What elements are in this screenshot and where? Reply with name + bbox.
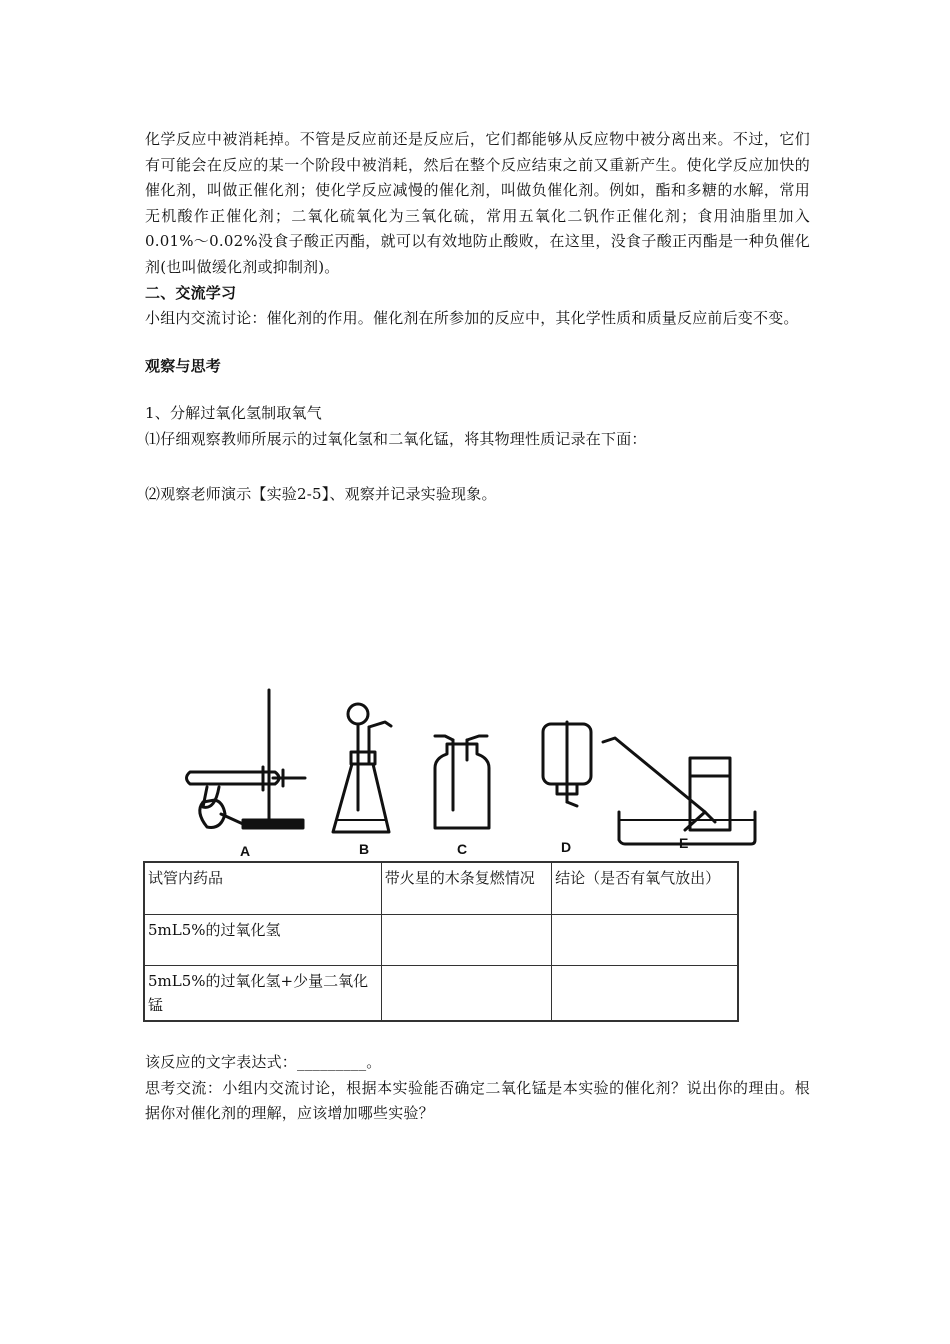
discussion-text: 思考交流：小组内交流讨论，根据本实验能否确定二氧化锰是本实验的催化剂？说出你的理由。根据你对催化剂的理解，应该增加哪些实验？ — [145, 1078, 810, 1123]
table-cell-empty[interactable] — [381, 915, 551, 966]
table-cell: 5mL5%的过氧化氢+少量二氧化锰 — [144, 966, 381, 1022]
after-table-section — [145, 1050, 810, 1127]
section-heading-exchange: 二、交流学习 — [145, 283, 237, 302]
figure-label-d: D — [561, 839, 572, 855]
experiment-table — [143, 861, 739, 1022]
table-cell: 5mL5%的过氧化氢 — [144, 915, 381, 966]
catalyst-paragraph: 化学反应中被消耗掉。不管是反应前还是反应后，它们都能够从反应物中被分离出来。不过，它们有可能会在反应的某一个阶段中被消耗，然后在整个反应结束之前又重新产生。使化学反应加快的催化剂，叫做正催化剂；使化学反应减慢的催化剂，叫做负催化剂。例如，酯和多糖的水解，常用无机酸作正催化剂；二氧化硫氧化为三氧化硫，常用五氧化二钒作正催化剂；食用油脂里加入0.01%～0.02%没食子酸正丙酯，就可以有效地防止酸败，在这里，没食子酸正丙酯是一种负催化剂(也叫做缓化剂或抑制剂)。 — [145, 130, 810, 276]
item1-title: 1、分解过氧化氢制取氧气 — [145, 404, 322, 423]
figure-label-a: A — [240, 843, 251, 859]
table-header: 结论（是否有氧气放出） — [552, 862, 738, 915]
expression-line: 该反应的文字表达式：_________。 — [145, 1053, 382, 1071]
table-header: 带火星的木条复燃情况 — [381, 862, 551, 915]
table-row — [144, 915, 738, 966]
apparatus-c — [435, 736, 489, 828]
figure-label-e: E — [679, 835, 689, 851]
table-header: 试管内药品 — [144, 862, 381, 915]
apparatus-d — [543, 722, 591, 806]
table-header-row — [144, 862, 738, 915]
table-cell-empty[interactable] — [552, 966, 738, 1022]
apparatus-e — [603, 738, 755, 844]
figure-label-c: C — [457, 841, 468, 857]
apparatus-b — [333, 704, 391, 832]
document-body — [145, 127, 810, 507]
item1-step1: ⑴仔细观察教师所展示的过氧化氢和二氧化锰，将其物理性质记录在下面： — [145, 429, 647, 448]
table-row — [144, 966, 738, 1022]
item1-step2: ⑵观察老师演示【实验2-5】、观察并记录实验现象。 — [145, 484, 497, 503]
apparatus-a — [187, 690, 306, 828]
observe-heading: 观察与思考 — [145, 356, 222, 375]
table-cell-empty[interactable] — [552, 915, 738, 966]
figure-label-b: B — [359, 841, 370, 857]
section-exchange-text: 小组内交流讨论：催化剂的作用。催化剂在所参加的反应中，其化学性质和质量反应前后变不变。 — [145, 309, 799, 328]
apparatus-figure — [145, 682, 777, 862]
table-cell-empty[interactable] — [381, 966, 551, 1022]
